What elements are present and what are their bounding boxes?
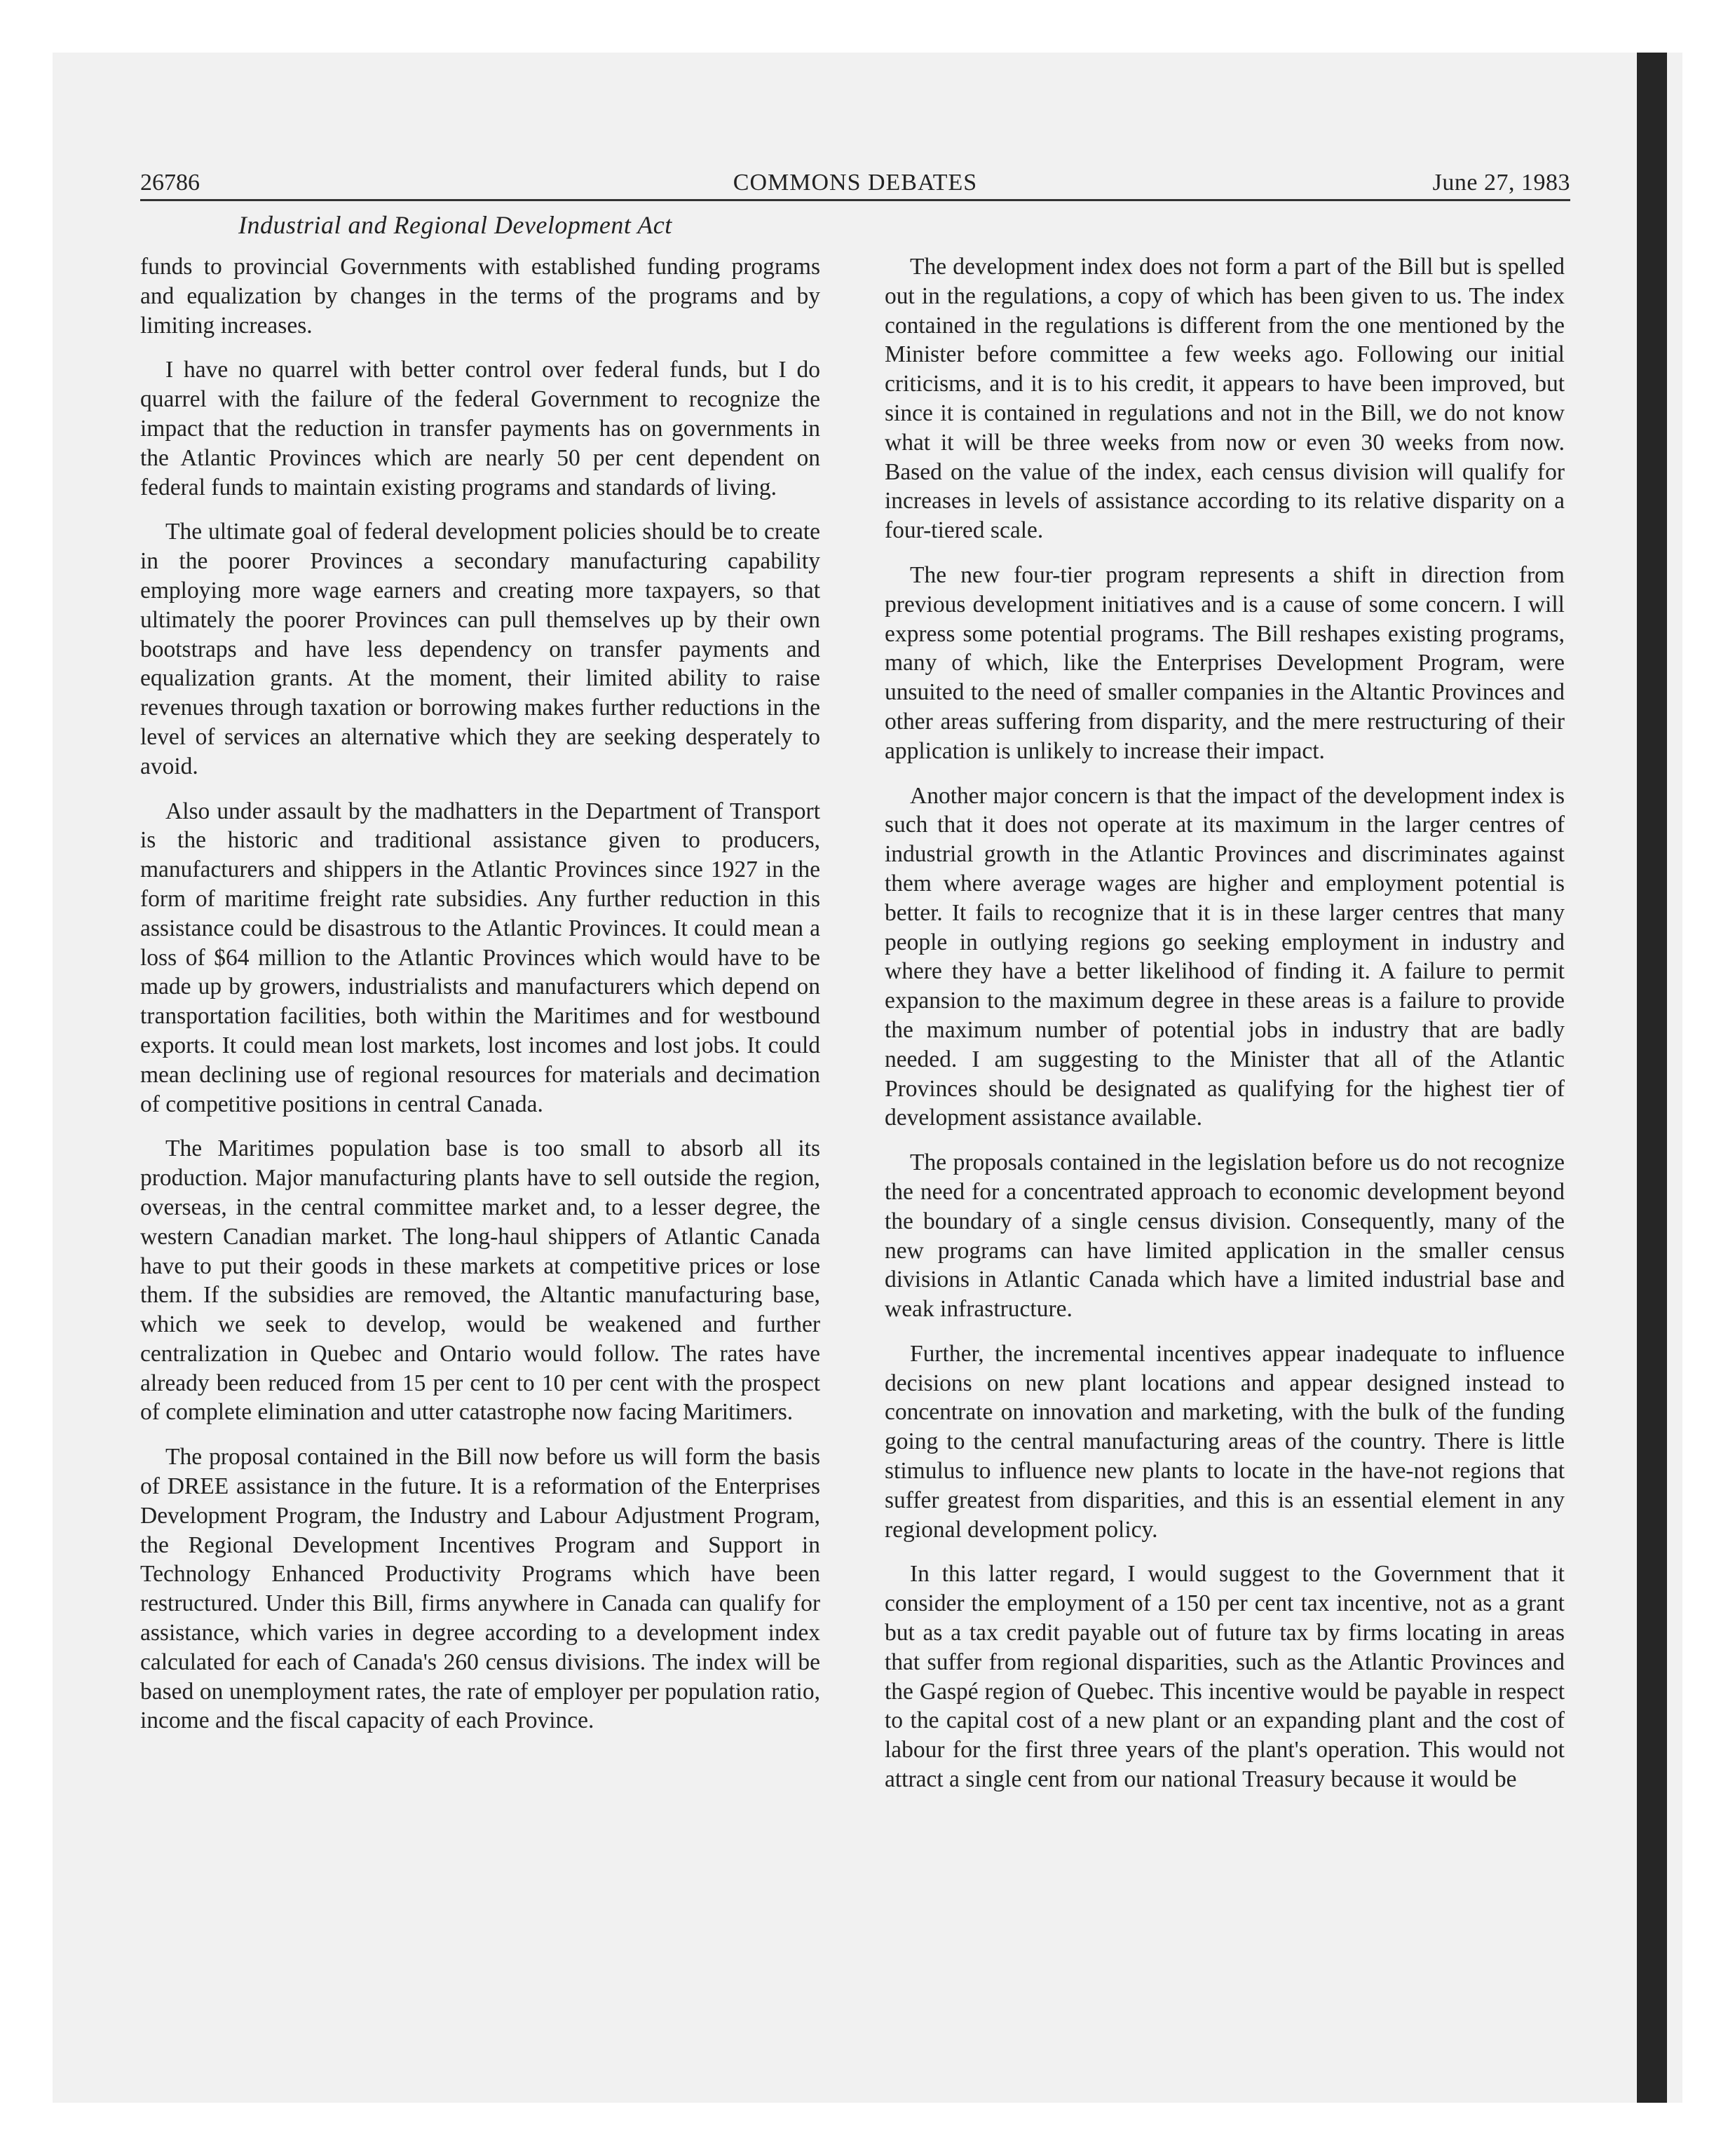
header-rule [140, 199, 1570, 201]
section-subheading: Industrial and Regional Development Act [238, 211, 672, 239]
paragraph: The Maritimes population base is too small to absorb all its production. Major manufacturing plants have to sell outside the region, overseas, in the central committee market and, to a lesser degree, the western Canadian market. The long-haul shippers of Atlantic Canada have to put their goods in these markets at competitive prices or lose them. If the subsidies are removed, the Altantic manufacturing base, which we seek to develop, would be weakened and further centralization in Quebec and Ontario would follow. The rates have already been reduced from 15 per cent to 10 per cent with the prospect of complete elimination and utter catastrophe now facing Maritimers. [140, 1135, 820, 1426]
paragraph: In this latter regard, I would suggest to the Government that it consider the employment of a 150 per cent tax incentive, not as a grant but as a tax credit payable out of future tax by firms locating in areas that suffer from regional disparities, such as the Atlantic Provinces and the Gaspé region of Quebec. This incentive would be payable in respect to the capital cost of a new plant or an expanding plant and the cost of labour for the first three years of the plant's operation. This would not attract a single cent from our national Treasury because it would be [885, 1561, 1565, 1793]
left-column [140, 252, 820, 1751]
paragraph: funds to provincial Governments with established funding programs and equalization by changes in the terms of the programs and by limiting increases. [140, 254, 820, 339]
page-number: 26786 [140, 170, 200, 196]
right-column [885, 252, 1565, 1810]
running-head [140, 165, 1570, 200]
paragraph: The proposal contained in the Bill now before us will form the basis of DREE assistance in the future. It is a reformation of the Enterprises Development Program, the Industry and Labour Adjustment Program, the Regional Development Incentives Program and Support in Technology Enhanced Productivity Programs which have been restructured. Under this Bill, firms anywhere in Canada can qualify for assistance, which varies in degree according to a development index calculated for each of Canada's 260 census divisions. The index will be based on unemployment rates, the rate of employer per population ratio, income and the fiscal capacity of each Province. [140, 1444, 820, 1734]
paragraph: The development index does not form a part of the Bill but is spelled out in the regulations, a copy of which has been given to us. The index contained in the regulations is different from the one mentioned by the Minister before committee a few weeks ago. Following our initial criticisms, and it is to his credit, it appears to have been improved, but since it is contained in regulations and not in the Bill, we do not know what it will be three weeks from now or even 30 weeks from now. Based on the value of the index, each census division will qualify for increases in levels of assistance according to its relative disparity on a four-tiered scale. [885, 254, 1565, 544]
paragraph: The ultimate goal of federal development policies should be to create in the poorer Provinces a secondary manufacturing capability employing more wage earners and creating more taxpayers, so that ultimately the poorer Provinces can pull themselves up by their own bootstraps and have less dependency on transfer payments and equalization grants. At the moment, their limited ability to raise revenues through taxation or borrowing makes further reductions in the level of services an alternative which they are seeking desperately to avoid. [140, 519, 820, 779]
paragraph: Further, the incremental incentives appear inadequate to influence decisions on new plant locations and appear designed instead to concentrate on innovation and marketing, with the bulk of the funding going to the central manufacturing areas of the country. There is little stimulus to influence new plants to locate in the have-not regions that suffer greatest from disparities, and this is an essential element in any regional development policy. [885, 1340, 1565, 1543]
page-date: June 27, 1983 [1432, 170, 1570, 196]
paragraph: Another major concern is that the impact of the development index is such that it does not operate at its maximum in the larger centres of industrial growth in the Atlantic Provinces and discriminates against them where average wages are higher and employment potential is better. It fails to recognize that it is in these larger centres that many people in outlying regions go seeking employment in industry and where they have a better likelihood of finding it. A failure to permit expansion to the maximum degree in these areas is a failure to provide the maximum number of potential jobs in industry that are badly needed. I am suggesting to the Minister that all of the Atlantic Provinces should be designated as qualifying for the highest tier of development assistance available. [885, 782, 1565, 1131]
journal-title: COMMONS DEBATES [733, 170, 978, 196]
paragraph: I have no quarrel with better control over federal funds, but I do quarrel with the failure of the federal Government to recognize the impact that the reduction in transfer payments has on governments in the Atlantic Provinces which are nearly 50 per cent dependent on federal funds to maintain existing programs and standards of living. [140, 357, 820, 500]
scan-edge-shadow [1637, 53, 1667, 2103]
paragraph: The proposals contained in the legislation before us do not recognize the need for a concentrated approach to economic development beyond the boundary of a single census division. Consequently, many of the new programs can have limited application in the smaller census divisions in Atlantic Canada which have a limited industrial base and weak infrastructure. [885, 1149, 1565, 1323]
paragraph: Also under assault by the madhatters in the Department of Transport is the historic and traditional assistance given to producers, manufacturers and shippers in the Atlantic Provinces since 1927 in the form of maritime freight rate subsidies. Any further reduction in this assistance could be disastrous to the Atlantic Provinces. It could mean a loss of $64 million to the Atlantic Provinces which would have to be made up by growers, industrialists and manufacturers which depend on transportation facilities, both within the Maritimes and for westbound exports. It could mean lost markets, lost incomes and lost jobs. It could mean declining use of regional resources for materials and decimation of competitive positions in central Canada. [140, 798, 820, 1117]
paragraph: The new four-tier program represents a shift in direction from previous development initiatives and is a cause of some concern. I will express some potential programs. The Bill reshapes existing programs, many of which, like the Enterprises Development Program, were unsuited to the need of smaller companies in the Altantic Provinces and other areas suffering from disparity, and the mere restructuring of their application is unlikely to increase their impact. [885, 561, 1565, 764]
